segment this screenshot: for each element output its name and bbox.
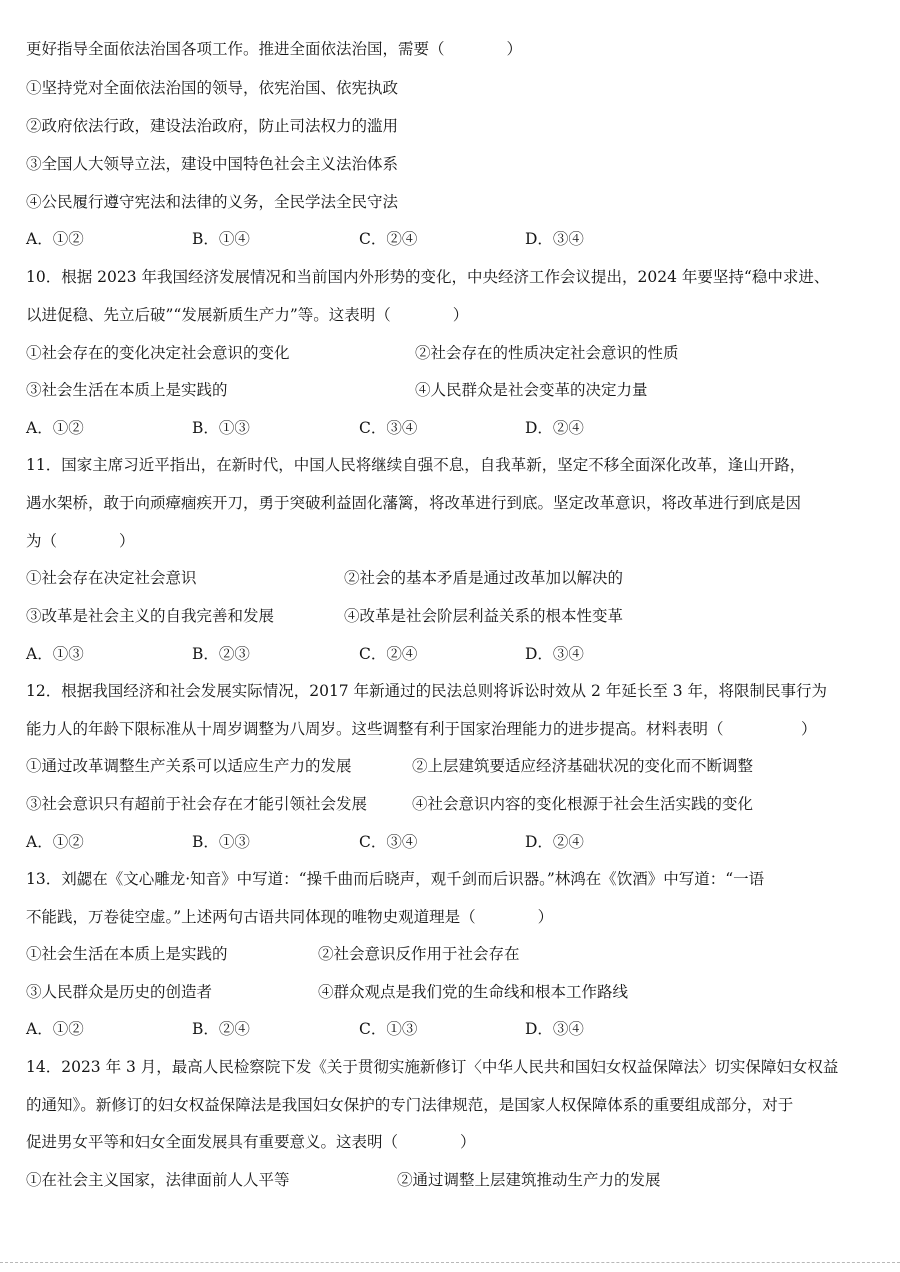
q9-option-a[interactable]: A．①② <box>26 230 84 248</box>
q11-item-3: ③改革是社会主义的自我完善和发展 <box>26 607 275 625</box>
q12-stem-line-2: 能力人的年龄下限标准从十周岁调整为八周岁。这些调整有利于国家治理能力的进步提高。材料表明（ ） <box>26 720 817 738</box>
q10-item-2: ②社会存在的性质决定社会意识的性质 <box>415 344 679 362</box>
q14-stem-line-3: 促进男女平等和妇女全面发展具有重要意义。这表明（ ） <box>26 1133 476 1151</box>
page-footer-divider <box>0 1262 900 1263</box>
q10-item-3: ③社会生活在本质上是实践的 <box>26 381 228 399</box>
q9-item-2: ②政府依法行政，建设法治政府，防止司法权力的滥用 <box>26 117 399 135</box>
q11-item-1: ①社会存在决定社会意识 <box>26 569 197 587</box>
q9-item-3: ③全国人大领导立法，建设中国特色社会主义法治体系 <box>26 155 399 173</box>
q13-option-c[interactable]: C．①③ <box>359 1020 418 1038</box>
q13-option-d[interactable]: D．③④ <box>525 1020 584 1038</box>
q11-option-c[interactable]: C．②④ <box>359 645 418 663</box>
q12-item-2: ②上层建筑要适应经济基础状况的变化而不断调整 <box>412 757 754 775</box>
q12-option-c[interactable]: C．③④ <box>359 833 418 851</box>
q11-option-b[interactable]: B．②③ <box>192 645 250 663</box>
q13-item-4: ④群众观点是我们党的生命线和根本工作路线 <box>318 983 629 1001</box>
q14-stem-line-1: 14．2023 年 3 月，最高人民检察院下发《关于贯彻实施新修订〈中华人民共和国妇女权益保障法〉切实保障妇女权益 <box>26 1058 839 1076</box>
q13-item-2: ②社会意识反作用于社会存在 <box>318 945 520 963</box>
q11-item-2: ②社会的基本矛盾是通过改革加以解决的 <box>344 569 624 587</box>
q12-item-3: ③社会意识只有超前于社会存在才能引领社会发展 <box>26 795 368 813</box>
q12-item-4: ④社会意识内容的变化根源于社会生活实践的变化 <box>412 795 754 813</box>
q11-option-d[interactable]: D．③④ <box>525 645 584 663</box>
q10-option-b[interactable]: B．①③ <box>192 419 250 437</box>
q12-item-1: ①通过改革调整生产关系可以适应生产力的发展 <box>26 757 352 775</box>
q12-option-b[interactable]: B．①③ <box>192 833 250 851</box>
q11-item-4: ④改革是社会阶层利益关系的根本性变革 <box>344 607 624 625</box>
q10-stem-line-1: 10．根据 2023 年我国经济发展情况和当前国内外形势的变化，中央经济工作会议提出，2024 年要坚持“稳中求进、 <box>26 268 830 286</box>
q10-item-4: ④人民群众是社会变革的决定力量 <box>415 381 648 399</box>
q14-item-1: ①在社会主义国家，法律面前人人平等 <box>26 1171 290 1189</box>
q14-item-2: ②通过调整上层建筑推动生产力的发展 <box>397 1171 661 1189</box>
q13-option-b[interactable]: B．②④ <box>192 1020 250 1038</box>
q9-stem-tail: 更好指导全面依法治国各项工作。推进全面依法治国，需要（ ） <box>26 40 523 58</box>
q13-stem-line-1: 13．刘勰在《文心雕龙·知音》中写道：“操千曲而后晓声，观千剑而后识器。”林鸿在《饮酒》中写道：“一语 <box>26 870 765 888</box>
q9-item-1: ①坚持党对全面依法治国的领导，依宪治国、依宪执政 <box>26 79 399 97</box>
q11-stem-line-1: 11．国家主席习近平指出，在新时代，中国人民将继续自强不息，自我革新，坚定不移全面深化改革，逢山开路， <box>26 456 806 474</box>
q12-option-d[interactable]: D．②④ <box>525 833 584 851</box>
q10-item-1: ①社会存在的变化决定社会意识的变化 <box>26 344 290 362</box>
q11-option-a[interactable]: A．①③ <box>26 645 84 663</box>
q12-stem-line-1: 12．根据我国经济和社会发展实际情况，2017 年新通过的民法总则将诉讼时效从 2 年延长至 3 年，将限制民事行为 <box>26 682 828 700</box>
q14-stem-line-2: 的通知》。新修订的妇女权益保障法是我国妇女保护的专门法律规范，是国家人权保障体系的重要组成部分，对于 <box>26 1096 794 1114</box>
q13-option-a[interactable]: A．①② <box>26 1020 84 1038</box>
q9-item-4: ④公民履行遵守宪法和法律的义务，全民学法全民守法 <box>26 193 399 211</box>
q10-option-c[interactable]: C．③④ <box>359 419 418 437</box>
q11-stem-line-3: 为（ ） <box>26 532 135 550</box>
q9-option-d[interactable]: D．③④ <box>525 230 584 248</box>
q12-option-a[interactable]: A．①② <box>26 833 84 851</box>
q9-option-c[interactable]: C．②④ <box>359 230 418 248</box>
q9-option-b[interactable]: B．①④ <box>192 230 250 248</box>
q10-option-a[interactable]: A．①② <box>26 419 84 437</box>
q10-stem-line-2: 以进促稳、先立后破”“发展新质生产力”等。这表明（ ） <box>26 306 469 324</box>
q13-item-1: ①社会生活在本质上是实践的 <box>26 945 228 963</box>
q13-item-3: ③人民群众是历史的创造者 <box>26 983 213 1001</box>
q10-option-d[interactable]: D．②④ <box>525 419 584 437</box>
q13-stem-line-2: 不能践，万卷徒空虚。”上述两句古语共同体现的唯物史观道理是（ ） <box>26 908 554 926</box>
q11-stem-line-2: 遇水架桥，敢于向顽瘴痼疾开刀，勇于突破利益固化藩篱，将改革进行到底。坚定改革意识，将改革进行到底是因 <box>26 494 802 512</box>
